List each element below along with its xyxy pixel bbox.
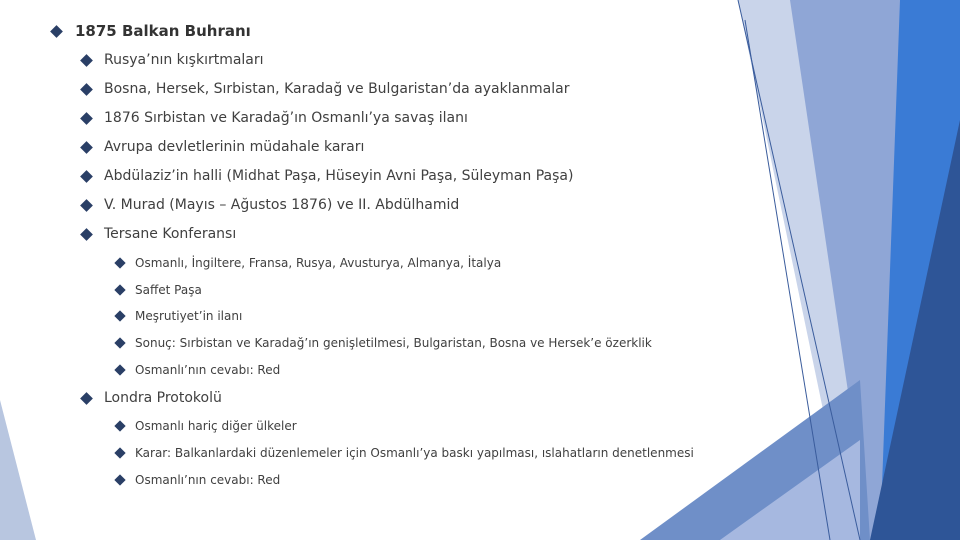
sub-bullet-text: Osmanlı’nın cevabı: Red [135,473,281,487]
diamond-bullet-icon [80,228,93,241]
diamond-bullet-icon [114,364,125,375]
bullet-item [82,197,459,213]
diamond-bullet-icon [114,257,125,268]
slide-title [52,22,251,40]
bullet-item [82,168,573,184]
bullet-text: Rusya’nın kışkırtmaları [104,52,264,68]
bullet-item [82,226,236,242]
bullet-text: Bosna, Hersek, Sırbistan, Karadağ ve Bulgaristan’da ayaklanmalar [104,81,570,97]
bullet-text: V. Murad (Mayıs – Ağustos 1876) ve II. Abdülhamid [104,197,460,213]
bullet-item [82,110,468,126]
sub-bullet-text: Saffet Paşa [135,283,202,297]
sub-bullet-item [116,363,280,377]
diamond-bullet-icon [80,199,93,212]
sub-bullet-text: Karar: Balkanlardaki düzenlemeler için Osmanlı’ya baskı yapılması, ıslahatların denetlenmesi [135,446,694,460]
bullet-item [82,139,364,155]
diamond-bullet-icon [80,392,93,405]
diamond-bullet-icon [50,25,63,38]
bullet-item [82,52,264,68]
bullet-text: Avrupa devletlerinin müdahale kararı [104,139,365,155]
diamond-bullet-icon [80,54,93,67]
sub-bullet-text: Meşrutiyet’in ilanı [135,309,243,323]
title-text: 1875 Balkan Buhranı [75,22,251,40]
bullet-text: Tersane Konferansı [104,226,237,242]
diamond-bullet-icon [114,310,125,321]
bullet-item [82,390,222,406]
bullet-item [82,81,570,97]
bullet-text: Abdülaziz’in halli (Midhat Paşa, Hüseyin Avni Paşa, Süleyman Paşa) [104,168,574,184]
sub-bullet-item [116,283,202,297]
sub-bullet-item [116,336,652,350]
sub-bullet-text: Sonuç: Sırbistan ve Karadağ’ın genişletilmesi, Bulgaristan, Bosna ve Hersek’e özerklik [135,336,652,350]
diamond-bullet-icon [114,447,125,458]
diamond-bullet-icon [114,337,125,348]
sub-bullet-item [116,309,242,323]
diamond-bullet-icon [80,141,93,154]
bullet-text: Londra Protokolü [104,390,222,406]
sub-bullet-text: Osmanlı, İngiltere, Fransa, Rusya, Avusturya, Almanya, İtalya [135,256,502,270]
sub-bullet-text: Osmanlı hariç diğer ülkeler [135,419,297,433]
diamond-bullet-icon [114,420,125,431]
sub-bullet-item [116,256,501,270]
sub-bullet-text: Osmanlı’nın cevabı: Red [135,363,281,377]
diamond-bullet-icon [80,170,93,183]
sub-bullet-item [116,419,297,433]
diamond-bullet-icon [80,112,93,125]
diamond-bullet-icon [114,474,125,485]
bullet-text: 1876 Sırbistan ve Karadağ’ın Osmanlı’ya savaş ilanı [104,110,468,126]
diamond-bullet-icon [80,83,93,96]
sub-bullet-item [116,446,694,460]
diamond-bullet-icon [114,284,125,295]
sub-bullet-item [116,473,280,487]
